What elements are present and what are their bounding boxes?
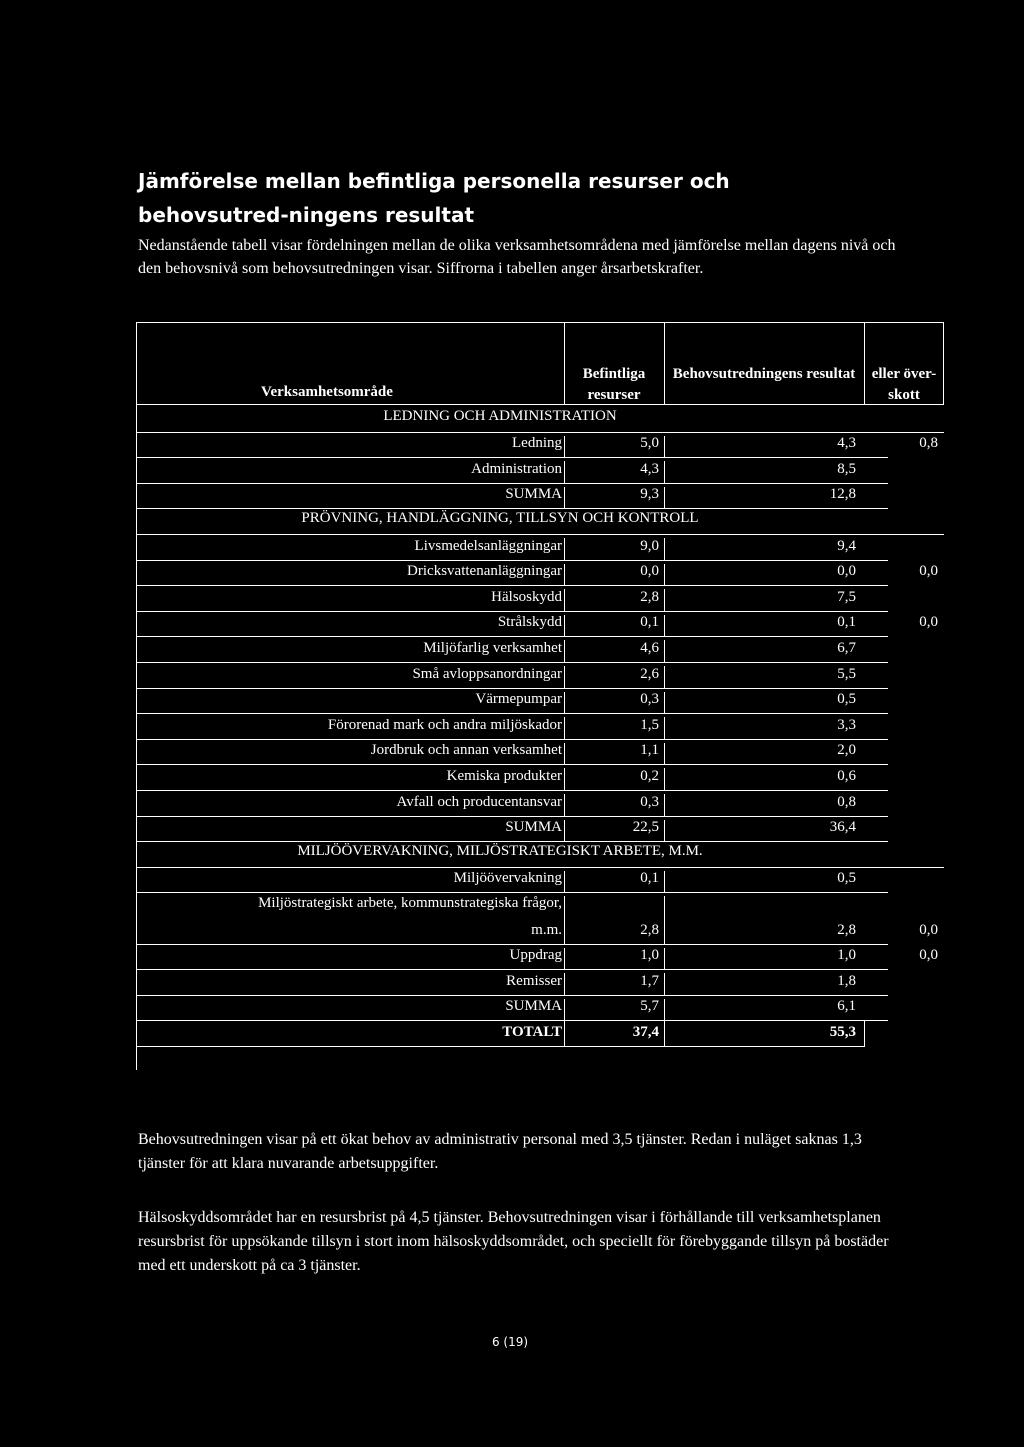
table-rule	[136, 944, 888, 945]
table-rule	[564, 589, 565, 611]
table-row-label: Uppdrag	[509, 947, 562, 964]
table-rule	[136, 585, 888, 586]
table-row-label: Ledning	[512, 435, 562, 452]
table-rule	[664, 436, 665, 458]
table-cell-existing: 0,2	[640, 768, 659, 784]
table-cell-existing: 1,5	[640, 716, 659, 733]
table-cell-existing: 22,5	[632, 819, 659, 836]
table-cell-existing: 0,3	[640, 793, 659, 810]
table-rule	[564, 820, 565, 842]
table-cell-result: 7,5	[837, 588, 856, 605]
table-cell-diff: 0,0	[919, 947, 938, 964]
section-title: LEDNING OCH ADMINISTRATION	[383, 408, 617, 424]
table-rule	[136, 764, 888, 765]
table-row-label: Små avloppsanordningar	[412, 665, 562, 682]
table-rule	[664, 615, 665, 637]
table-cell-result: 6,1	[837, 998, 856, 1015]
table-row-label: Miljöövervakning	[453, 870, 562, 887]
table-row-label: Administration	[471, 460, 562, 477]
table-cell-existing: 0,0	[640, 563, 659, 580]
table-cell-existing: 1,1	[640, 742, 659, 759]
table-rule	[136, 892, 888, 893]
table-rule	[564, 871, 565, 893]
table-rule	[564, 768, 565, 790]
table-row-label: Hälsoskydd	[491, 588, 562, 605]
table-rule	[136, 483, 888, 484]
table-rule	[136, 534, 944, 535]
table-rule	[564, 640, 565, 662]
table-rule	[664, 948, 665, 970]
table-cell-existing: 1,7	[640, 972, 659, 989]
table-rule	[564, 436, 565, 458]
section-title: MILJÖÖVERVAKNING, MILJÖSTRATEGISKT ARBETE, M.M.	[297, 843, 703, 860]
table-rule	[664, 461, 665, 483]
table-cell-existing: 0,1	[640, 870, 659, 887]
intro-paragraph: Nedanstående tabell visar fördelningen mellan de olika verksamhetsområdena med jämförelse mellan dagens nivå och den behovsnivå som behovsutredningen visar. Siffrorna i tabellen anger årsarbetskrafter.	[138, 237, 896, 277]
table-cell-result: 4,3	[837, 435, 856, 452]
table-rule	[664, 871, 665, 893]
table-cell-result: 5,5	[837, 665, 856, 682]
table-row-label: Remisser	[506, 972, 562, 989]
table-rule	[664, 692, 665, 714]
table-rule	[864, 322, 865, 404]
table-rule	[664, 820, 665, 842]
table-rule	[564, 896, 565, 943]
table-cell-result: 9,4	[837, 537, 856, 554]
table-rule	[564, 999, 565, 1021]
table-cell-result: 6,7	[837, 640, 856, 656]
table-rule	[136, 688, 888, 689]
table-cell-existing: 4,6	[640, 640, 659, 656]
table-cell-existing: 1,0	[640, 947, 659, 964]
table-rule	[564, 717, 565, 739]
table-rule	[664, 743, 665, 765]
table-row-label: SUMMA	[505, 486, 562, 503]
table-rule	[664, 717, 665, 739]
table-row-label: Förorenad mark och andra miljöskador	[327, 716, 562, 733]
table-row-label: SUMMA	[505, 998, 562, 1015]
table-rule	[943, 322, 944, 404]
table-rule	[664, 538, 665, 560]
table-rule	[664, 589, 665, 611]
total-result: 55,3	[829, 1024, 856, 1041]
table-row-label: SUMMA	[505, 819, 562, 836]
table-row-label: Värmepumpar	[475, 691, 562, 708]
table-rule	[664, 896, 665, 943]
table-rule	[136, 662, 888, 663]
table-rule	[564, 692, 565, 714]
table-rule	[864, 1020, 865, 1046]
table-rule	[564, 666, 565, 688]
table-rule	[564, 973, 565, 995]
table-rule	[664, 768, 665, 790]
table-row-label: Miljöstrategiskt arbete, kommunstrategiska frågor,	[258, 895, 562, 912]
table-cell-result: 0,5	[837, 870, 856, 887]
table-rule	[564, 615, 565, 637]
total-label: TOTALT	[502, 1024, 562, 1041]
table-rule	[564, 948, 565, 970]
table-cell-existing: 5,7	[640, 998, 659, 1015]
table-cell-existing: 0,3	[640, 691, 659, 708]
table-rule	[564, 564, 565, 586]
table-rule	[664, 666, 665, 688]
header-existing: Befintliga resurser	[582, 366, 646, 403]
table-rule	[564, 1020, 565, 1046]
paragraph-admin: Behovsutredningen visar på ett ökat behov av administrativ personal med 3,5 tjänster. Redan i nuläget saknas 1,3 tjänster för att klara nuvarande arbetsuppgifter.	[138, 1131, 862, 1172]
table-row-label: Strålskydd	[497, 614, 562, 631]
table-rule	[564, 461, 565, 483]
table-cell-result: 0,8	[837, 793, 856, 810]
table-row-label: Kemiska produkter	[446, 768, 562, 784]
table-cell-result: 2,0	[837, 742, 856, 759]
table-rule	[136, 432, 944, 433]
table-cell-result: 12,8	[829, 486, 856, 503]
table-rule	[136, 560, 888, 561]
table-cell-existing: 9,0	[640, 537, 659, 554]
table-cell-result: 2,8	[837, 921, 856, 938]
table-rule	[136, 995, 888, 996]
table-cell-result: 0,0	[837, 563, 856, 580]
table-row-label: Jordbruk och annan verksamhet	[370, 742, 562, 759]
table-cell-diff: 0,8	[919, 435, 938, 452]
table-rule	[136, 790, 888, 791]
header-diff: eller över-skott	[871, 366, 937, 403]
table-rule	[136, 867, 944, 868]
table-rule	[564, 538, 565, 560]
table-rule	[664, 487, 665, 509]
table-cell-diff: 0,0	[919, 563, 938, 580]
table-cell-result: 1,8	[837, 972, 856, 989]
table-rule	[664, 794, 665, 816]
table-rule	[136, 969, 888, 970]
table-cell-existing: 2,8	[640, 588, 659, 605]
table-rule	[136, 1046, 865, 1047]
table-rule	[136, 322, 944, 323]
table-row-label: Dricksvattenanläggningar	[407, 563, 562, 580]
paragraph-health: Hälsoskyddsområdet har en resursbrist på 4,5 tjänster. Behovsutredningen visar i förhållande till verksamhetsplanen resursbrist för uppsökande tillsyn i stort inom hälsoskyddsområdet, och speciellt för förebyggande tillsyn på bostäder med ett underskott på ca 3 tjänster.	[138, 1209, 889, 1274]
table-rule	[136, 816, 888, 817]
table-row-label: Miljöfarlig verksamhet	[423, 640, 562, 656]
table-rule	[664, 999, 665, 1021]
table-rule	[664, 1020, 665, 1046]
table-cell-diff: 0,0	[919, 921, 938, 938]
table-cell-result: 0,5	[837, 691, 856, 708]
section-title: PRÖVNING, HANDLÄGGNING, TILLSYN OCH KONTROLL	[301, 510, 699, 527]
resource-table	[136, 322, 944, 1070]
table-cell-result: 36,4	[829, 819, 856, 836]
table-cell-result: 1,0	[837, 947, 856, 964]
table-rule	[664, 973, 665, 995]
table-cell-existing: 4,3	[640, 460, 659, 477]
table-rule	[564, 487, 565, 509]
table-cell-existing: 0,1	[640, 614, 659, 631]
table-rule	[136, 611, 888, 612]
total-existing: 37,4	[632, 1024, 659, 1041]
header-area: Verksamhetsområde	[261, 384, 393, 400]
table-cell-existing: 2,8	[640, 921, 659, 938]
table-cell-existing: 9,3	[640, 486, 659, 503]
table-rule	[564, 322, 565, 404]
header-result: Behovsutredningens resultat	[672, 366, 856, 382]
table-cell-existing: 2,6	[640, 665, 659, 682]
table-rule	[564, 794, 565, 816]
table-row-label: Livsmedelsanläggningar	[414, 537, 562, 554]
table-row-label: Avfall och producentansvar	[396, 793, 562, 810]
table-cell-result: 3,3	[837, 716, 856, 733]
table-rule	[564, 743, 565, 765]
table-rule	[136, 1020, 888, 1021]
table-cell-result: 0,6	[837, 768, 856, 784]
table-rule	[136, 457, 888, 458]
table-cell-diff: 0,0	[919, 614, 938, 631]
table-cell-result: 0,1	[837, 614, 856, 631]
table-rule	[136, 636, 888, 637]
table-cell-existing: 5,0	[640, 435, 659, 452]
page-number: 6 (19)	[491, 1335, 529, 1349]
table-rule	[664, 640, 665, 662]
table-cell-result: 8,5	[837, 460, 856, 477]
table-rule	[664, 322, 665, 404]
page-heading: Jämförelse mellan befintliga personella resurser och behovsutred-ningens resultat	[138, 169, 730, 227]
table-rule	[136, 739, 888, 740]
table-rule	[136, 713, 888, 714]
table-row-label: m.m.	[531, 921, 562, 938]
table-rule	[136, 404, 944, 405]
table-rule	[664, 564, 665, 586]
